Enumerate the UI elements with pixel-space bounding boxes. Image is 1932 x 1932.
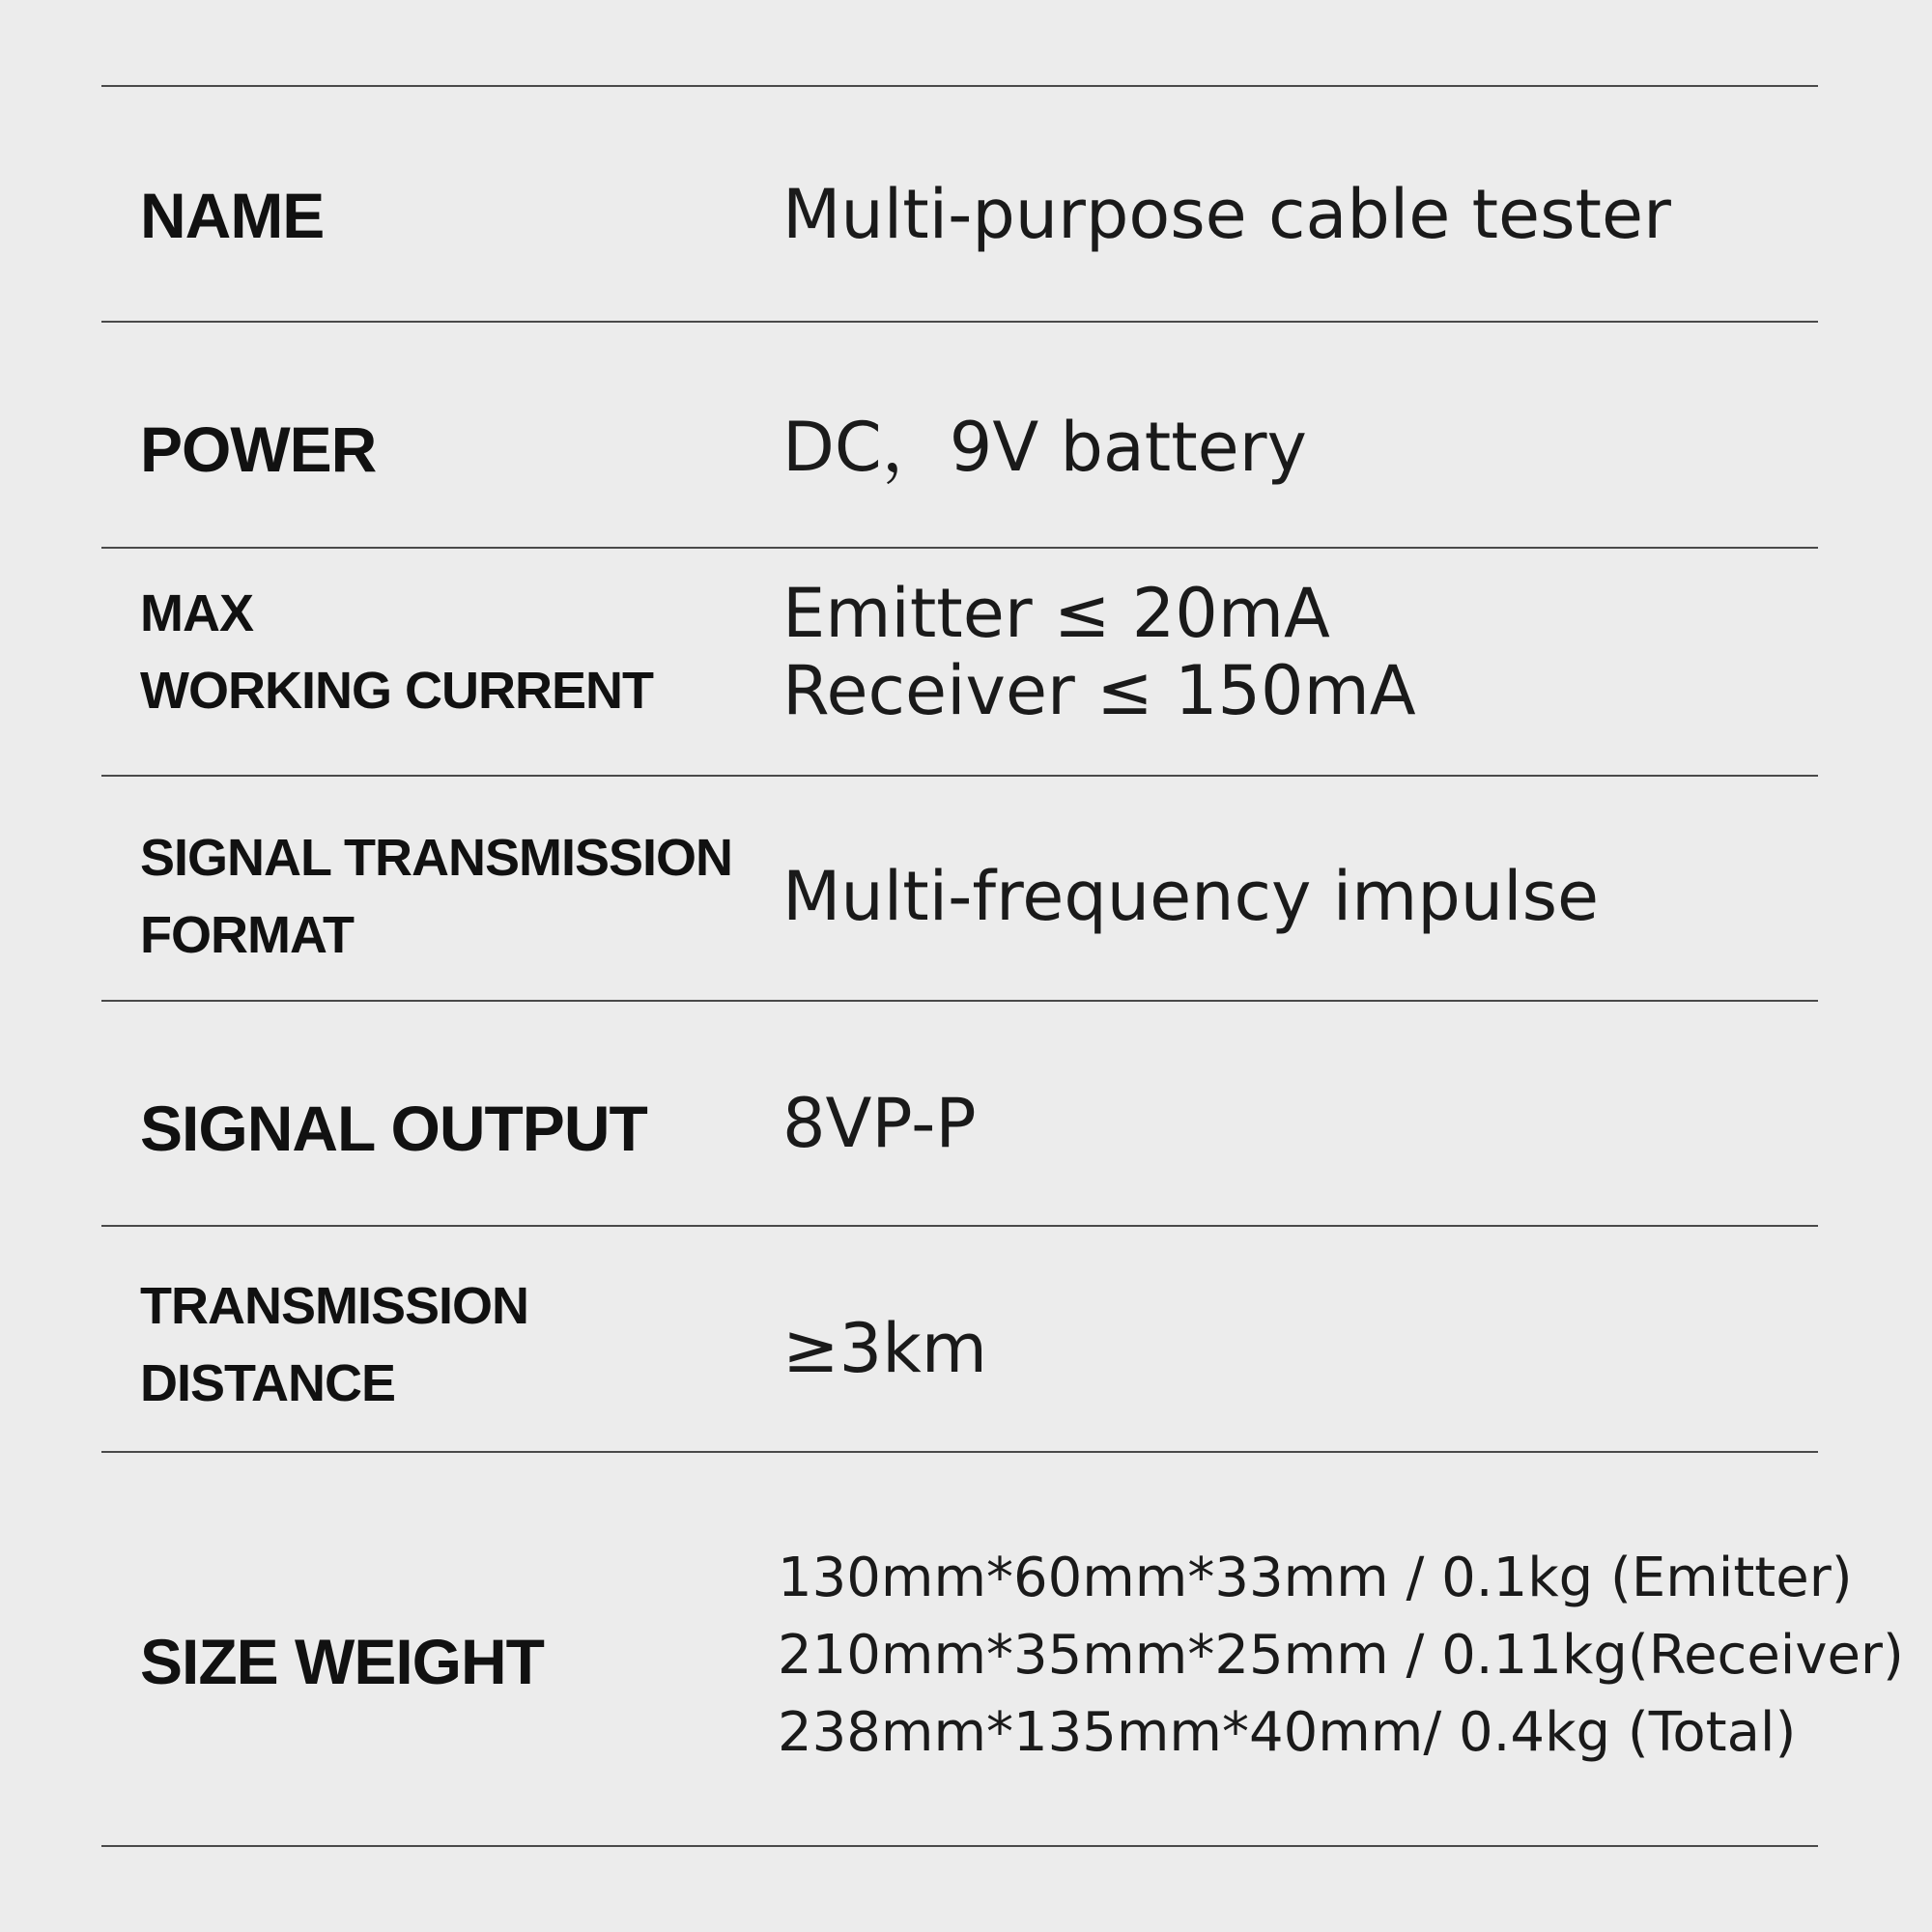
spec-value-size-weight	[778, 1540, 1904, 1772]
spec-label-line: FORMAT	[140, 906, 354, 964]
spec-label-signal-output	[140, 1093, 647, 1164]
spec-value-line: Multi-purpose cable tester	[782, 175, 1671, 254]
spec-row-transmission-distance	[101, 1227, 1818, 1451]
spec-label-line: WORKING CURRENT	[140, 662, 653, 720]
spec-value-name	[782, 176, 1671, 253]
spec-row-signal-output	[101, 1002, 1818, 1225]
spec-value-max-working-current	[782, 575, 1416, 729]
spec-label-size-weight	[140, 1626, 544, 1697]
spec-label-name	[140, 180, 325, 251]
spec-row-power	[101, 323, 1818, 547]
spec-row-size-weight	[101, 1453, 1904, 1845]
spec-value-power	[782, 409, 1307, 486]
spec-value-line: 8VP-P	[782, 1084, 977, 1163]
spec-label-line: NAME	[140, 180, 325, 251]
spec-label-line: TRANSMISSION	[140, 1277, 529, 1335]
spec-row-name	[101, 87, 1818, 321]
spec-label-power	[140, 413, 377, 485]
spec-value-line: 238mm*135mm*40mm/ 0.4kg (Total)	[778, 1701, 1797, 1764]
spec-value-transmission-distance	[782, 1310, 987, 1387]
spec-label-max-working-current	[140, 575, 653, 729]
spec-value-signal-transmission-format	[782, 858, 1599, 935]
spec-value-signal-output	[782, 1085, 977, 1162]
spec-value-line: 210mm*35mm*25mm / 0.11kg(Receiver)	[778, 1624, 1904, 1687]
spec-row-signal-transmission-format	[101, 777, 1818, 1000]
spec-label-signal-transmission-format	[140, 819, 732, 974]
spec-row-max-working-current	[101, 549, 1818, 775]
spec-value-line: Multi-frequency impulse	[782, 857, 1600, 936]
divider-bottom	[101, 1845, 1818, 1847]
spec-value-line: Emitter ≤ 20mA	[782, 574, 1330, 653]
spec-value-line: ≥3km	[782, 1309, 987, 1388]
spec-value-line: DC，9V battery	[782, 408, 1307, 487]
spec-label-line: DISTANCE	[140, 1354, 396, 1412]
spec-value-line: 130mm*60mm*33mm / 0.1kg (Emitter)	[778, 1547, 1853, 1609]
spec-value-line: Receiver ≤ 150mA	[782, 651, 1416, 730]
spec-label-transmission-distance	[140, 1267, 528, 1422]
spec-label-line: POWER	[140, 413, 377, 485]
spec-label-line: SIGNAL TRANSMISSION	[140, 829, 733, 887]
spec-label-line: SIZE WEIGHT	[140, 1626, 544, 1697]
spec-label-line: SIGNAL OUTPUT	[140, 1093, 647, 1164]
spec-label-line: MAX	[140, 584, 253, 642]
